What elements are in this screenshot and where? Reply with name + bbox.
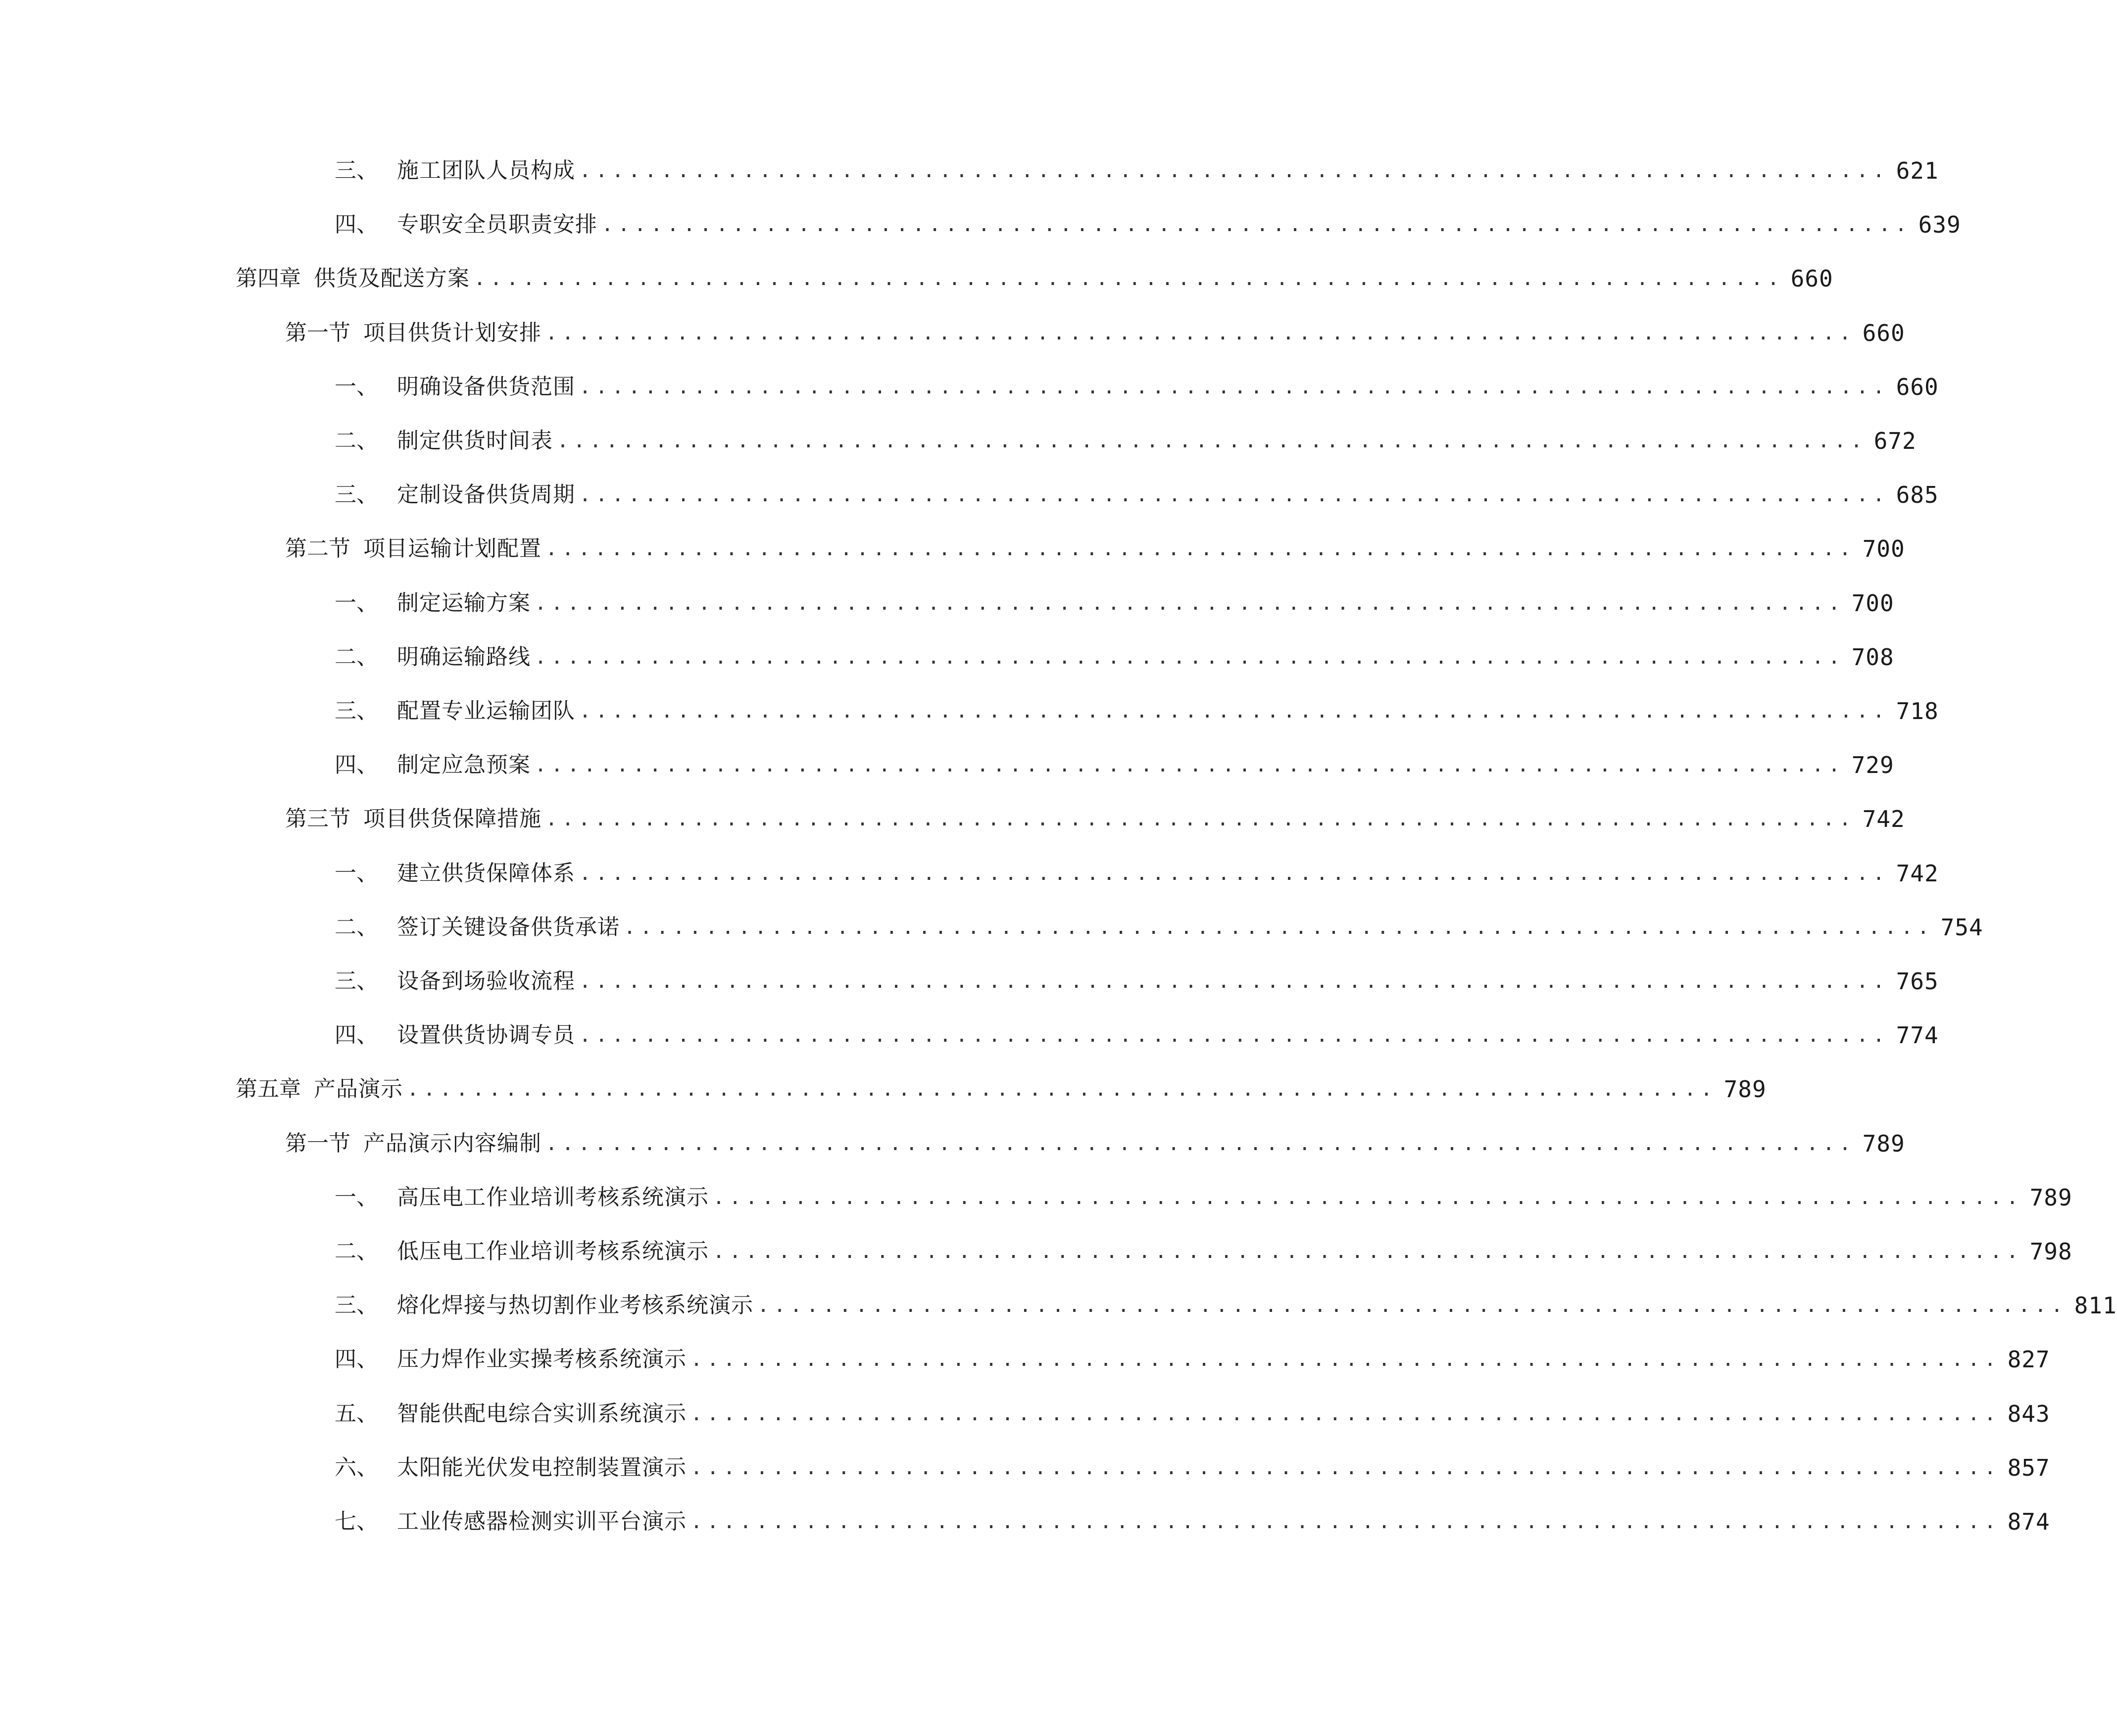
toc-dot-leader: ................................................................................ <box>535 754 1845 776</box>
toc-entry-page-number: 789 <box>1723 1076 1767 1103</box>
toc-entry-number: 一、 <box>335 374 378 399</box>
toc-entry-page-number: 742 <box>1896 860 1939 887</box>
toc-dot-leader: ................................................................................ <box>545 808 1856 830</box>
toc-entry <box>335 1332 2050 1387</box>
toc-dot-leader: ................................................................................ <box>545 537 1856 560</box>
toc-entry-page-number: 811 <box>2074 1292 2117 1319</box>
toc-entry-title: 制定运输方案 <box>397 590 531 616</box>
toc-entry-title: 制定应急预案 <box>397 752 531 777</box>
toc-entry-title: 产品演示 <box>314 1076 403 1102</box>
toc-dot-leader: ................................................................................ <box>557 430 1867 452</box>
toc-entry-title: 智能供配电综合实训系统演示 <box>397 1401 687 1426</box>
toc-entry-number: 六、 <box>335 1455 378 1480</box>
toc-entry-page-number: 700 <box>1851 590 1894 617</box>
toc-dot-leader: ................................................................................ <box>474 267 1784 290</box>
toc-entry-title: 供货及配送方案 <box>314 266 470 291</box>
toc-dot-leader: ................................................................................ <box>713 1186 2023 1209</box>
toc-entry-page-number: 843 <box>2007 1400 2050 1427</box>
toc-dot-leader: ................................................................................ <box>535 646 1845 669</box>
toc-entry <box>335 468 1939 522</box>
toc-entry <box>285 1116 1905 1171</box>
toc-entry <box>236 1062 1767 1116</box>
toc-dot-leader: ................................................................................ <box>690 1348 2001 1371</box>
toc-entry-number: 第三节 <box>285 806 350 831</box>
toc-entry-page-number: 660 <box>1862 320 1905 346</box>
toc-entry-title: 项目供货保障措施 <box>363 806 542 831</box>
toc-dot-leader: ................................................................................ <box>579 1024 1889 1047</box>
toc-entry-title: 项目运输计划配置 <box>363 536 542 561</box>
toc-entry <box>285 306 1905 360</box>
toc-entry-title: 施工团队人员构成 <box>397 158 575 183</box>
toc-entry-page-number: 857 <box>2007 1454 2050 1481</box>
toc-entry-title: 建立供货保障体系 <box>397 861 575 886</box>
toc-entry-number: 一、 <box>335 1185 378 1210</box>
toc-dot-leader: ................................................................................ <box>407 1078 1717 1101</box>
toc-entry-number: 二、 <box>335 428 378 453</box>
toc-entry-page-number: 789 <box>1862 1130 1905 1157</box>
toc-entry <box>285 522 1905 576</box>
toc-dot-leader: ................................................................................ <box>579 159 1889 182</box>
toc-entry-number: 三、 <box>335 1293 378 1318</box>
toc-entry <box>335 576 1894 630</box>
toc-entry <box>335 684 1939 738</box>
toc-entry-title: 配置专业运输团队 <box>397 698 575 723</box>
toc-entry-number: 第一节 <box>285 320 350 345</box>
toc-entry-page-number: 685 <box>1896 482 1939 508</box>
toc-entry <box>335 846 1939 901</box>
toc-dot-leader: ................................................................................ <box>757 1294 2068 1317</box>
toc-entry-number: 三、 <box>335 482 378 507</box>
toc-entry-number: 三、 <box>335 968 378 994</box>
toc-entry-title: 熔化焊接与热切割作业考核系统演示 <box>397 1293 753 1318</box>
toc-entry-title: 压力焊作业实操考核系统演示 <box>397 1347 687 1372</box>
toc-dot-leader: ................................................................................ <box>579 862 1889 885</box>
toc-entry-title: 明确运输路线 <box>397 644 531 670</box>
toc-entry-number: 五、 <box>335 1401 378 1426</box>
toc-entry-title: 低压电工作业培训考核系统演示 <box>397 1239 709 1264</box>
toc-dot-leader: ................................................................................ <box>713 1240 2023 1263</box>
toc-entry-title: 明确设备供货范围 <box>397 374 575 399</box>
toc-dot-leader: ................................................................................ <box>690 1456 2001 1479</box>
toc-entry <box>335 954 1939 1009</box>
toc-dot-leader: ................................................................................ <box>545 1132 1856 1155</box>
toc-entry-page-number: 789 <box>2029 1184 2072 1211</box>
toc-entry-number: 四、 <box>335 212 378 237</box>
toc-dot-leader: ................................................................................ <box>579 483 1889 506</box>
toc-entry-number: 一、 <box>335 861 378 886</box>
toc-entry-number: 四、 <box>335 752 378 777</box>
toc-entry <box>335 1008 1939 1062</box>
toc-entry <box>335 1495 2050 1549</box>
toc-entry <box>335 1224 2072 1279</box>
toc-entry-page-number: 660 <box>1896 374 1939 400</box>
toc-entry-title: 设置供货协调专员 <box>397 1022 575 1048</box>
toc-entry-number: 第二节 <box>285 536 350 561</box>
toc-entry-number: 一、 <box>335 590 378 616</box>
toc-entry-title: 制定供货时间表 <box>397 428 553 453</box>
toc-dot-leader: ................................................................................ <box>690 1402 2001 1425</box>
toc-entry-title: 工业传感器检测实训平台演示 <box>397 1509 687 1534</box>
toc-entry-number: 三、 <box>335 698 378 723</box>
toc-entry <box>335 144 1939 198</box>
toc-entry <box>335 1278 2117 1333</box>
toc-entry-title: 定制设备供货周期 <box>397 482 575 507</box>
toc-entry-number: 七、 <box>335 1509 378 1534</box>
toc-entry-number: 四、 <box>335 1347 378 1372</box>
toc-entry-page-number: 700 <box>1862 535 1905 562</box>
toc-entry-title: 签订关键设备供货承诺 <box>397 915 620 940</box>
toc-dot-leader: ................................................................................ <box>579 700 1889 723</box>
toc-entry-title: 专职安全员职责安排 <box>397 212 597 237</box>
toc-entry-title: 项目供货计划安排 <box>363 320 542 345</box>
toc-entry-page-number: 798 <box>2029 1238 2072 1265</box>
toc-entry-number: 第五章 <box>236 1076 301 1102</box>
toc-entry-page-number: 621 <box>1896 157 1939 184</box>
toc-entry <box>335 738 1894 792</box>
toc-entry-title: 设备到场验收流程 <box>397 968 575 994</box>
toc-dot-leader: ................................................................................ <box>579 376 1889 398</box>
toc-entry-page-number: 672 <box>1873 428 1917 454</box>
toc-entry <box>335 1387 2050 1441</box>
toc-dot-leader: ................................................................................ <box>545 322 1856 344</box>
toc-dot-leader: ................................................................................ <box>535 592 1845 615</box>
toc-entry-page-number: 708 <box>1851 644 1894 671</box>
toc-entry-page-number: 765 <box>1896 968 1939 995</box>
toc-entry <box>285 792 1905 846</box>
toc-entry-page-number: 742 <box>1862 806 1905 832</box>
toc-dot-leader: ................................................................................ <box>601 213 1912 236</box>
toc-entry-page-number: 729 <box>1851 752 1894 778</box>
toc-entry-number: 四、 <box>335 1022 378 1048</box>
toc-entry-page-number: 639 <box>1918 211 1961 238</box>
toc-entry-page-number: 754 <box>1940 914 1983 941</box>
toc-entry-number: 第四章 <box>236 266 301 291</box>
toc-entry <box>335 1170 2072 1225</box>
toc-entry <box>236 251 1833 306</box>
toc-entry-title: 太阳能光伏发电控制装置演示 <box>397 1455 687 1480</box>
toc-entry-title: 产品演示内容编制 <box>363 1131 542 1156</box>
toc-entry <box>335 900 1983 955</box>
toc-entry <box>335 1441 2050 1495</box>
toc-entry-number: 三、 <box>335 158 378 183</box>
toc-dot-leader: ................................................................................ <box>690 1510 2001 1533</box>
toc-entry-number: 二、 <box>335 1239 378 1264</box>
toc-entry-number: 二、 <box>335 915 378 940</box>
toc-entry <box>335 197 1961 252</box>
toc-entry <box>335 630 1894 684</box>
toc-dot-leader: ................................................................................ <box>579 970 1889 993</box>
toc-dot-leader: ................................................................................ <box>624 916 1934 939</box>
toc-entry-page-number: 827 <box>2007 1346 2050 1373</box>
toc-entry-title: 高压电工作业培训考核系统演示 <box>397 1185 709 1210</box>
toc-entry-page-number: 660 <box>1790 265 1833 292</box>
toc-entry <box>335 360 1939 414</box>
toc-entry-number: 二、 <box>335 644 378 670</box>
toc-entry-number: 第一节 <box>285 1131 350 1156</box>
toc-entry <box>335 414 1917 468</box>
toc-entry-page-number: 874 <box>2007 1508 2050 1535</box>
toc-entry-page-number: 774 <box>1896 1022 1939 1049</box>
toc-entry-page-number: 718 <box>1896 698 1939 724</box>
